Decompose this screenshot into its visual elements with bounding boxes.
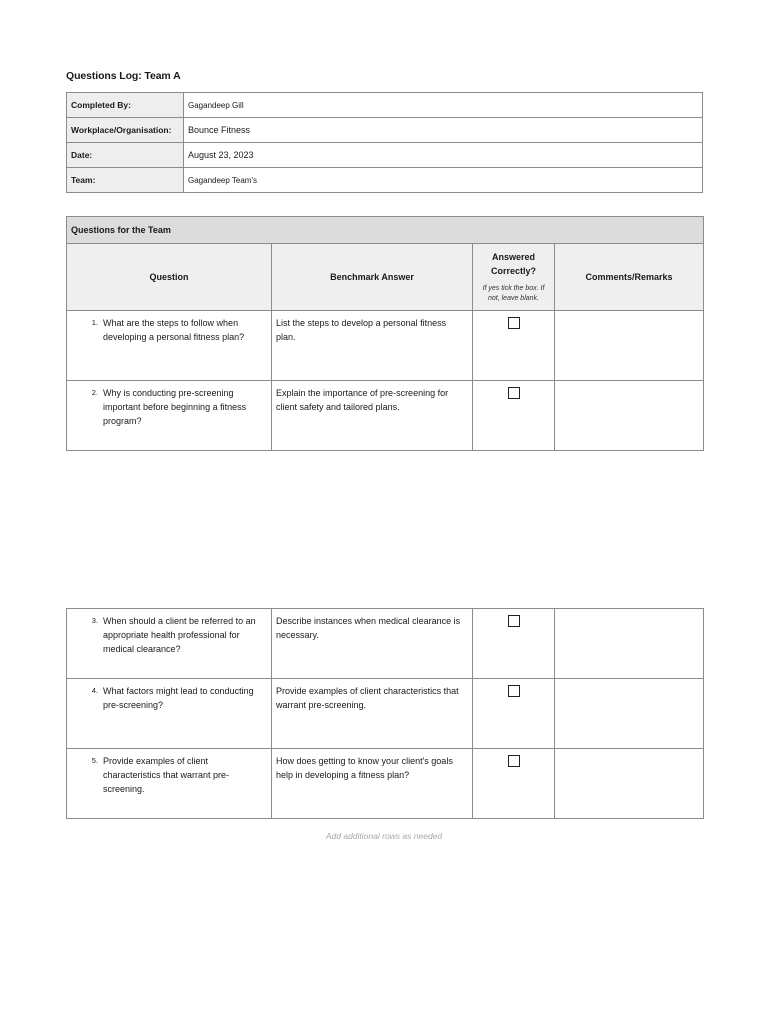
workplace-field[interactable]: Bounce Fitness bbox=[184, 118, 703, 143]
header-comments: Comments/Remarks bbox=[555, 244, 704, 311]
answered-checkbox[interactable] bbox=[508, 685, 520, 697]
benchmark-cell: Describe instances when medical clearance is necessary. bbox=[272, 609, 473, 679]
info-label: Date: bbox=[67, 143, 184, 168]
questions-table-continued bbox=[66, 608, 704, 819]
question-text: What factors might lead to conducting pre-screening? bbox=[103, 686, 254, 710]
info-row bbox=[67, 143, 703, 168]
completed-by-field[interactable]: Gagandeep Gill bbox=[184, 93, 703, 118]
question-number: 3. bbox=[91, 616, 98, 625]
column-headers bbox=[67, 244, 704, 311]
answered-cell bbox=[473, 749, 555, 819]
question-number: 2. bbox=[91, 388, 98, 397]
header-benchmark: Benchmark Answer bbox=[272, 244, 473, 311]
question-number: 4. bbox=[91, 686, 98, 695]
answered-checkbox[interactable] bbox=[508, 317, 520, 329]
benchmark-cell: Explain the importance of pre-screening for client safety and tailored plans. bbox=[272, 381, 473, 451]
questions-table bbox=[66, 216, 704, 451]
answered-checkbox[interactable] bbox=[508, 615, 520, 627]
section-title: Questions for the Team bbox=[67, 217, 704, 244]
info-row bbox=[67, 93, 703, 118]
benchmark-cell: Provide examples of client characteristics that warrant pre-screening. bbox=[272, 679, 473, 749]
page-title: Questions Log: Team A bbox=[66, 70, 181, 82]
info-label: Workplace/Organisation: bbox=[67, 118, 184, 143]
header-answered bbox=[473, 244, 555, 311]
header-answered-label: Answered Correctly? bbox=[490, 252, 536, 276]
date-field[interactable]: August 23, 2023 bbox=[184, 143, 703, 168]
info-table bbox=[66, 92, 703, 193]
info-label: Completed By: bbox=[67, 93, 184, 118]
question-number: 5. bbox=[91, 756, 98, 765]
question-text: When should a client be referred to an appropriate health professional for medical clearance? bbox=[103, 616, 256, 654]
answered-cell bbox=[473, 609, 555, 679]
header-answered-note: If yes tick the box. If not, leave blank. bbox=[482, 285, 545, 302]
question-cell bbox=[67, 381, 272, 451]
benchmark-cell: List the steps to develop a personal fitness plan. bbox=[272, 311, 473, 381]
question-cell bbox=[67, 749, 272, 819]
table-row bbox=[67, 381, 704, 451]
table-row bbox=[67, 749, 704, 819]
answered-cell bbox=[473, 679, 555, 749]
question-number: 1. bbox=[91, 318, 98, 327]
info-row bbox=[67, 118, 703, 143]
comments-cell[interactable] bbox=[555, 381, 704, 451]
answered-checkbox[interactable] bbox=[508, 387, 520, 399]
team-field[interactable]: Gagandeep Team's bbox=[184, 168, 703, 193]
question-text: Provide examples of client characteristics that warrant pre-screening. bbox=[103, 756, 230, 794]
question-text: Why is conducting pre-screening important before beginning a fitness program? bbox=[103, 388, 247, 426]
question-cell bbox=[67, 679, 272, 749]
comments-cell[interactable] bbox=[555, 749, 704, 819]
info-label: Team: bbox=[67, 168, 184, 193]
answered-cell bbox=[473, 311, 555, 381]
table-row bbox=[67, 311, 704, 381]
question-cell bbox=[67, 311, 272, 381]
comments-cell[interactable] bbox=[555, 609, 704, 679]
add-rows-note: Add additional rows as needed bbox=[325, 831, 443, 841]
comments-cell[interactable] bbox=[555, 679, 704, 749]
question-text: What are the steps to follow when developing a personal fitness plan? bbox=[103, 318, 245, 342]
comments-cell[interactable] bbox=[555, 311, 704, 381]
question-cell bbox=[67, 609, 272, 679]
answered-checkbox[interactable] bbox=[508, 755, 520, 767]
header-question: Question bbox=[67, 244, 272, 311]
answered-cell bbox=[473, 381, 555, 451]
info-row bbox=[67, 168, 703, 193]
benchmark-cell: How does getting to know your client's goals help in developing a fitness plan? bbox=[272, 749, 473, 819]
table-row bbox=[67, 679, 704, 749]
table-row bbox=[67, 609, 704, 679]
